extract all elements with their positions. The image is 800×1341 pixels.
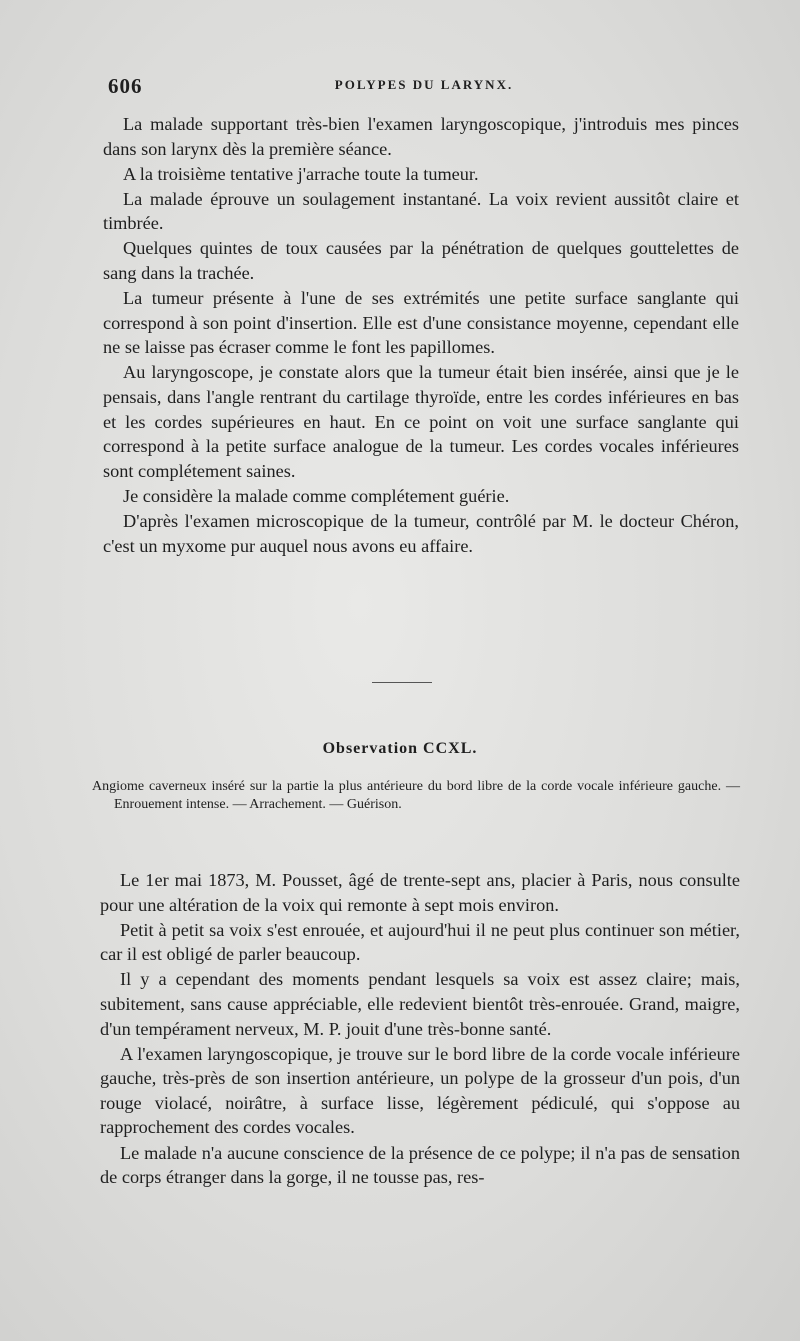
- paragraph: Je considère la malade comme complétement guérie.: [123, 485, 510, 506]
- observation-title: Observation CCXL.: [322, 740, 478, 757]
- paragraph: Quelques quintes de toux causées par la pénétration de quelques gouttelettes de sang dans la trachée.: [103, 238, 739, 284]
- running-head: POLYPES DU LARYNX.: [334, 77, 514, 92]
- page-header: [108, 74, 740, 104]
- paragraph: La tumeur présente à l'une de ses extrémités une petite surface sanglante qui correspond à son point d'insertion. Elle est d'une consistance moyenne, cependant elle ne se laisse pas écraser comme le font les papillomes.: [103, 288, 739, 358]
- paragraph: Petit à petit sa voix s'est enrouée, et aujourd'hui il ne peut plus continuer son métier, car il est obligé de parler beaucoup.: [100, 919, 740, 965]
- paragraph: A l'examen laryngoscopique, je trouve sur le bord libre de la corde vocale inférieure gauche, très-près de son insertion antérieure, un polype de la grosseur d'un pois, d'un rouge violacé, noirâtre, à surface lisse, légèrement pédiculé, qui s'oppose au rapprochement des cordes vocales.: [100, 1043, 740, 1138]
- section-divider: [372, 682, 432, 683]
- paragraph: Au laryngoscope, je constate alors que la tumeur était bien insérée, ainsi que je le pensais, dans l'angle rentrant du cartilage thyroïde, entre les cordes inférieures en bas et les cordes supérieures en haut. En ce point on voit une surface sanglante qui correspond à la petite surface analogue de la tumeur. Les cordes vocales inférieures sont complétement saines.: [103, 362, 739, 481]
- bottom-text-block: [100, 868, 740, 1190]
- paragraph: Le 1er mai 1873, M. Pousset, âgé de trente-sept ans, placier à Paris, nous consulte pour une altération de la voix qui remonte à sept mois environ.: [100, 870, 740, 915]
- page-number: 606: [108, 74, 143, 98]
- paragraph: Le malade n'a aucune conscience de la présence de ce polype; il n'a pas de sensation de corps étranger dans la gorge, il ne tousse pas, res-: [100, 1142, 740, 1188]
- observation-summary: Angiome caverneux inséré sur la partie la plus antérieure du bord libre de la corde vocale inférieure gauche. — Enrouement intense. — Arrachement. — Guérison.: [92, 779, 740, 812]
- paragraph: La malade supportant très-bien l'examen laryngoscopique, j'introduis mes pinces dans son larynx dès la première séance.: [103, 114, 739, 159]
- top-text-block: [103, 112, 739, 559]
- paragraph: D'après l'examen microscopique de la tumeur, contrôlé par M. le docteur Chéron, c'est un myxome pur auquel nous avons eu affaire.: [103, 511, 739, 556]
- paragraph: La malade éprouve un soulagement instantané. La voix revient aussitôt claire et timbrée.: [103, 188, 739, 234]
- paragraph: A la troisième tentative j'arrache toute la tumeur.: [123, 163, 479, 184]
- paragraph: Il y a cependant des moments pendant lesquels sa voix est assez claire; mais, subitement, sans cause appréciable, elle redevient bientôt très-enrouée. Grand, maigre, d'un tempérament nerveux, M. P. jouit d'une très-bonne santé.: [100, 969, 740, 1039]
